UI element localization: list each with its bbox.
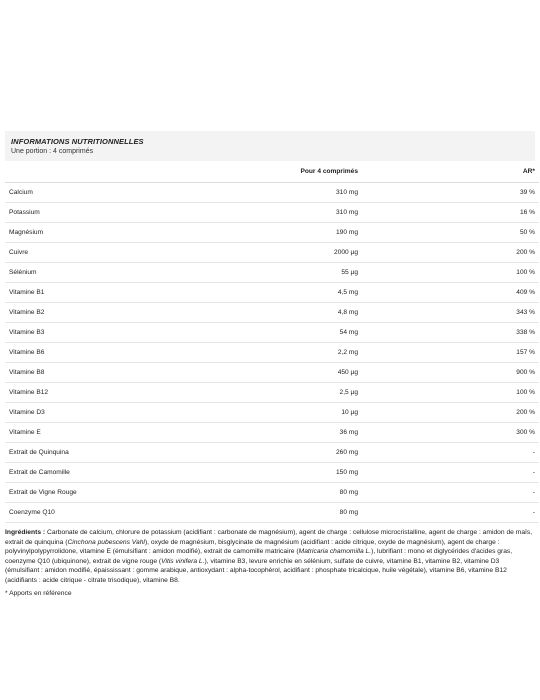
nutrient-ar: 338 %	[358, 323, 539, 343]
table-row	[5, 223, 539, 243]
nutrient-name: Vitamine B2	[5, 303, 209, 323]
nutrient-ar: 200 %	[358, 403, 539, 423]
nutrient-ar: -	[358, 483, 539, 503]
nutrition-title: INFORMATIONS NUTRITIONNELLES	[11, 137, 144, 146]
nutrition-table	[5, 161, 539, 523]
nutrient-amount: 55 µg	[209, 263, 358, 283]
ingredient-text: ), oxyde de magnésium, bisglycinate de magnésium (acidifiant : acide citrique, oxyde de magnésium), agent de charge : polyvinylpolypyrrolidone, vitamine E (émulsifiant : amidon modifié), extrait de camomille matricaire (	[5, 538, 500, 556]
table-row	[5, 203, 539, 223]
nutrient-ar: 300 %	[358, 423, 539, 443]
table-header-row	[5, 161, 539, 183]
nutrient-ar: 50 %	[358, 223, 539, 243]
nutrient-ar: -	[358, 463, 539, 483]
nutrient-ar: 100 %	[358, 383, 539, 403]
ingredient-text: ), lubrifiant : mono et diglycérides d'acides gras, coenzyme Q10 (ubiquinone), extrait de vigne rouge (	[5, 548, 513, 565]
nutrient-name: Vitamine B8	[5, 363, 209, 383]
footnote: * Apports en référence	[5, 589, 72, 597]
column-header-nutrient	[5, 161, 209, 183]
nutrient-ar: 409 %	[358, 283, 539, 303]
table-row	[5, 183, 539, 203]
ingredients-text	[5, 528, 535, 586]
nutrition-panel	[5, 131, 535, 597]
nutrient-ar: 157 %	[358, 343, 539, 363]
table-row	[5, 303, 539, 323]
nutrient-amount: 80 mg	[209, 503, 358, 523]
nutrient-ar: 900 %	[358, 363, 539, 383]
nutrient-name: Vitamine B12	[5, 383, 209, 403]
table-row	[5, 283, 539, 303]
column-header-amount: Pour 4 comprimés	[209, 161, 358, 183]
nutrient-name: Vitamine B1	[5, 283, 209, 303]
ingredients-label: Ingrédients :	[5, 529, 46, 536]
column-header-ar: AR*	[358, 161, 539, 183]
nutrient-name: Sélénium	[5, 263, 209, 283]
table-row	[5, 503, 539, 523]
nutrient-name: Vitamine B6	[5, 343, 209, 363]
nutrient-name: Extrait de Camomille	[5, 463, 209, 483]
table-row	[5, 243, 539, 263]
table-row	[5, 483, 539, 503]
nutrient-name: Vitamine E	[5, 423, 209, 443]
table-row	[5, 443, 539, 463]
nutrient-amount: 4,5 mg	[209, 283, 358, 303]
nutrient-name: Extrait de Vigne Rouge	[5, 483, 209, 503]
table-row	[5, 343, 539, 363]
ingredient-latin-name: Matricaria chamomilla L.	[298, 548, 372, 556]
nutrient-name: Cuivre	[5, 243, 209, 263]
table-row	[5, 463, 539, 483]
nutrient-ar: -	[358, 443, 539, 463]
nutrient-amount: 2,5 µg	[209, 383, 358, 403]
nutrient-amount: 190 mg	[209, 223, 358, 243]
nutrient-name: Potassium	[5, 203, 209, 223]
nutrient-ar: 343 %	[358, 303, 539, 323]
nutrient-amount: 4,8 mg	[209, 303, 358, 323]
nutrient-amount: 80 mg	[209, 483, 358, 503]
nutrient-ar: 39 %	[358, 183, 539, 203]
nutrient-ar: -	[358, 503, 539, 523]
nutrient-amount: 54 mg	[209, 323, 358, 343]
nutrient-ar: 16 %	[358, 203, 539, 223]
table-row	[5, 383, 539, 403]
nutrient-amount: 150 mg	[209, 463, 358, 483]
nutrition-header	[5, 131, 535, 161]
table-row	[5, 323, 539, 343]
nutrient-amount: 450 µg	[209, 363, 358, 383]
ingredient-latin-name: Vitis vinifera L.	[161, 557, 205, 565]
table-row	[5, 423, 539, 443]
nutrient-amount: 310 mg	[209, 203, 358, 223]
nutrient-name: Extrait de Quinquina	[5, 443, 209, 463]
nutrient-amount: 36 mg	[209, 423, 358, 443]
table-row	[5, 263, 539, 283]
table-row	[5, 363, 539, 383]
nutrient-amount: 10 µg	[209, 403, 358, 423]
nutrient-ar: 200 %	[358, 243, 539, 263]
nutrient-amount: 310 mg	[209, 183, 358, 203]
ingredient-text: ), vitamine B3, levure enrichie en sélénium, sulfate de cuivre, vitamine B1, vitamine B2, vitamine D3 (émulsifiant : amidon modifié, épaississant : gomme arabique, antioxydant : alpha-tocophérol, acidifiant : phosphate tricalcique, huile végétale), vitamine B6, vitamine B12 (acidifiants : acide citrique - citrate trisodique), vitamine B8.	[5, 557, 507, 584]
nutrient-amount: 2,2 mg	[209, 343, 358, 363]
ingredient-text: Carbonate de calcium, chlorure de potassium (acidifiant : carbonate de magnésium), agent de charge : cellulose microcristalline, agent de charge : amidon de maïs, extrait de quinquina (	[5, 529, 533, 546]
nutrient-name: Coenzyme Q10	[5, 503, 209, 523]
nutrient-amount: 260 mg	[209, 443, 358, 463]
nutrient-name: Vitamine B3	[5, 323, 209, 343]
nutrient-name: Vitamine D3	[5, 403, 209, 423]
nutrient-name: Calcium	[5, 183, 209, 203]
nutrient-amount: 2000 µg	[209, 243, 358, 263]
ingredient-latin-name: Cinchona pubescens Vahl	[67, 538, 145, 546]
nutrient-name: Magnésium	[5, 223, 209, 243]
portion-subtitle: Une portion : 4 comprimés	[11, 148, 94, 155]
table-row	[5, 403, 539, 423]
nutrient-ar: 100 %	[358, 263, 539, 283]
